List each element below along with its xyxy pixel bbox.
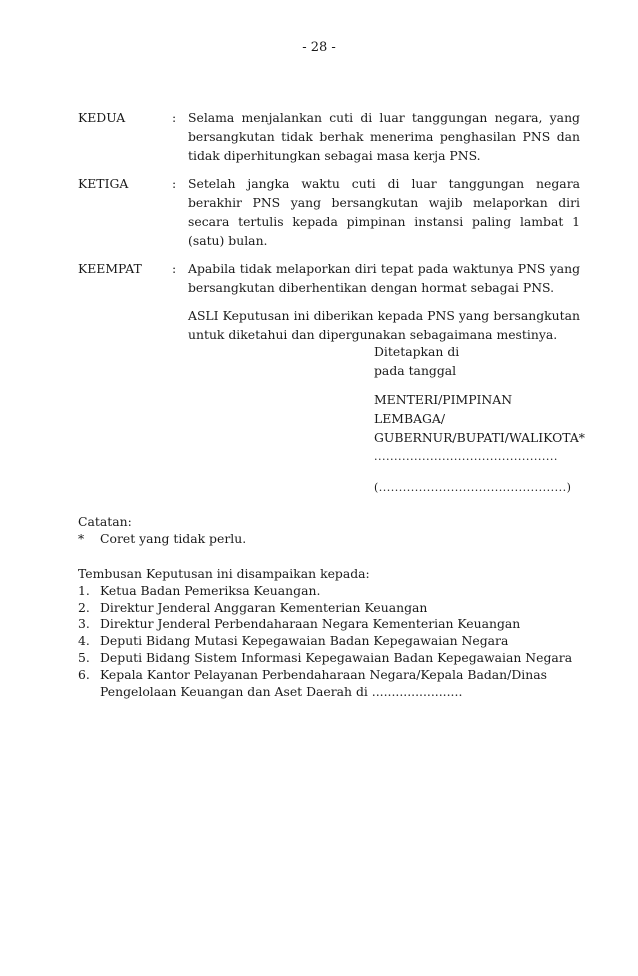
list-number: 4.	[78, 633, 90, 649]
clause-keempat	[78, 259, 580, 297]
list-item	[78, 583, 590, 600]
signature-title-line2: GUBERNUR/BUPATI/WALIKOTA*	[374, 430, 585, 445]
clause-kedua	[78, 108, 580, 165]
list-item	[78, 650, 590, 667]
list-text: Direktur Jenderal Anggaran Kementerian Keuangan	[100, 599, 428, 615]
list-item	[78, 600, 590, 617]
list-text: Deputi Bidang Sistem Informasi Kepegawaian Badan Kepegawaian Negara	[100, 649, 573, 665]
notes-section	[78, 513, 578, 547]
cc-section	[78, 566, 590, 700]
list-number: 1.	[78, 582, 90, 598]
note-item	[78, 530, 578, 547]
signature-title-line1: MENTERI/PIMPINAN LEMBAGA/	[374, 392, 513, 426]
signature-name-placeholder: (...............................................)	[374, 481, 572, 494]
clause-text: Apabila tidak melaporkan diri tepat pada waktunya PNS yang bersangkutan diberhentikan dengan hormat sebagai PNS.	[188, 261, 580, 295]
list-text: Ketua Badan Pemeriksa Keuangan.	[100, 582, 321, 598]
list-item	[78, 667, 590, 701]
list-number: 6.	[78, 666, 90, 682]
clause-ketiga	[78, 174, 580, 250]
clause-colon: :	[172, 261, 177, 276]
clause-colon: :	[172, 110, 177, 125]
clause-text: Selama menjalankan cuti di luar tanggungan negara, yang bersangkutan tidak berhak menerima penghasilan PNS dan tidak diperhitungkan sebagai masa kerja PNS.	[188, 110, 580, 163]
signature-place: Ditetapkan di	[374, 344, 460, 359]
list-number: 2.	[78, 599, 90, 615]
list-item	[78, 616, 590, 633]
list-number: 5.	[78, 649, 90, 665]
clause-colon: :	[172, 176, 177, 191]
note-text: Coret yang tidak perlu.	[100, 531, 247, 546]
signature-date: pada tanggal	[374, 363, 457, 378]
list-item	[78, 633, 590, 650]
list-text: Deputi Bidang Mutasi Kepegawaian Badan Kepegawaian Negara	[100, 633, 509, 649]
notes-heading: Catatan:	[78, 514, 132, 529]
decree-clauses	[78, 108, 580, 344]
clause-label: KETIGA	[78, 176, 129, 191]
list-number: 3.	[78, 616, 90, 632]
signature-block	[374, 342, 585, 466]
signature-dots: ..............................................	[374, 450, 558, 463]
note-asterisk: *	[78, 531, 85, 546]
cc-heading: Tembusan Keputusan ini disampaikan kepada:	[78, 566, 370, 581]
clause-text: Setelah jangka waktu cuti di luar tanggungan negara berakhir PNS yang bersangkutan wajib melaporkan diri secara tertulis kepada pimpinan instansi paling lambat 1 (satu) bulan.	[188, 176, 580, 248]
page-number: - 28 -	[302, 40, 336, 55]
closing-paragraph: ASLI Keputusan ini diberikan kepada PNS yang bersangkutan untuk diketahui dan dipergunakan sebagaimana mestinya.	[188, 308, 580, 342]
clause-label: KEEMPAT	[78, 261, 142, 276]
list-text: Kepala Kantor Pelayanan Perbendaharaan Negara/Kepala Badan/Dinas Pengelolaan Keuangan dan Aset Daerah di .......................	[100, 666, 547, 699]
list-text: Direktur Jenderal Perbendaharaan Negara Kementerian Keuangan	[100, 616, 521, 632]
clause-label: KEDUA	[78, 110, 126, 125]
